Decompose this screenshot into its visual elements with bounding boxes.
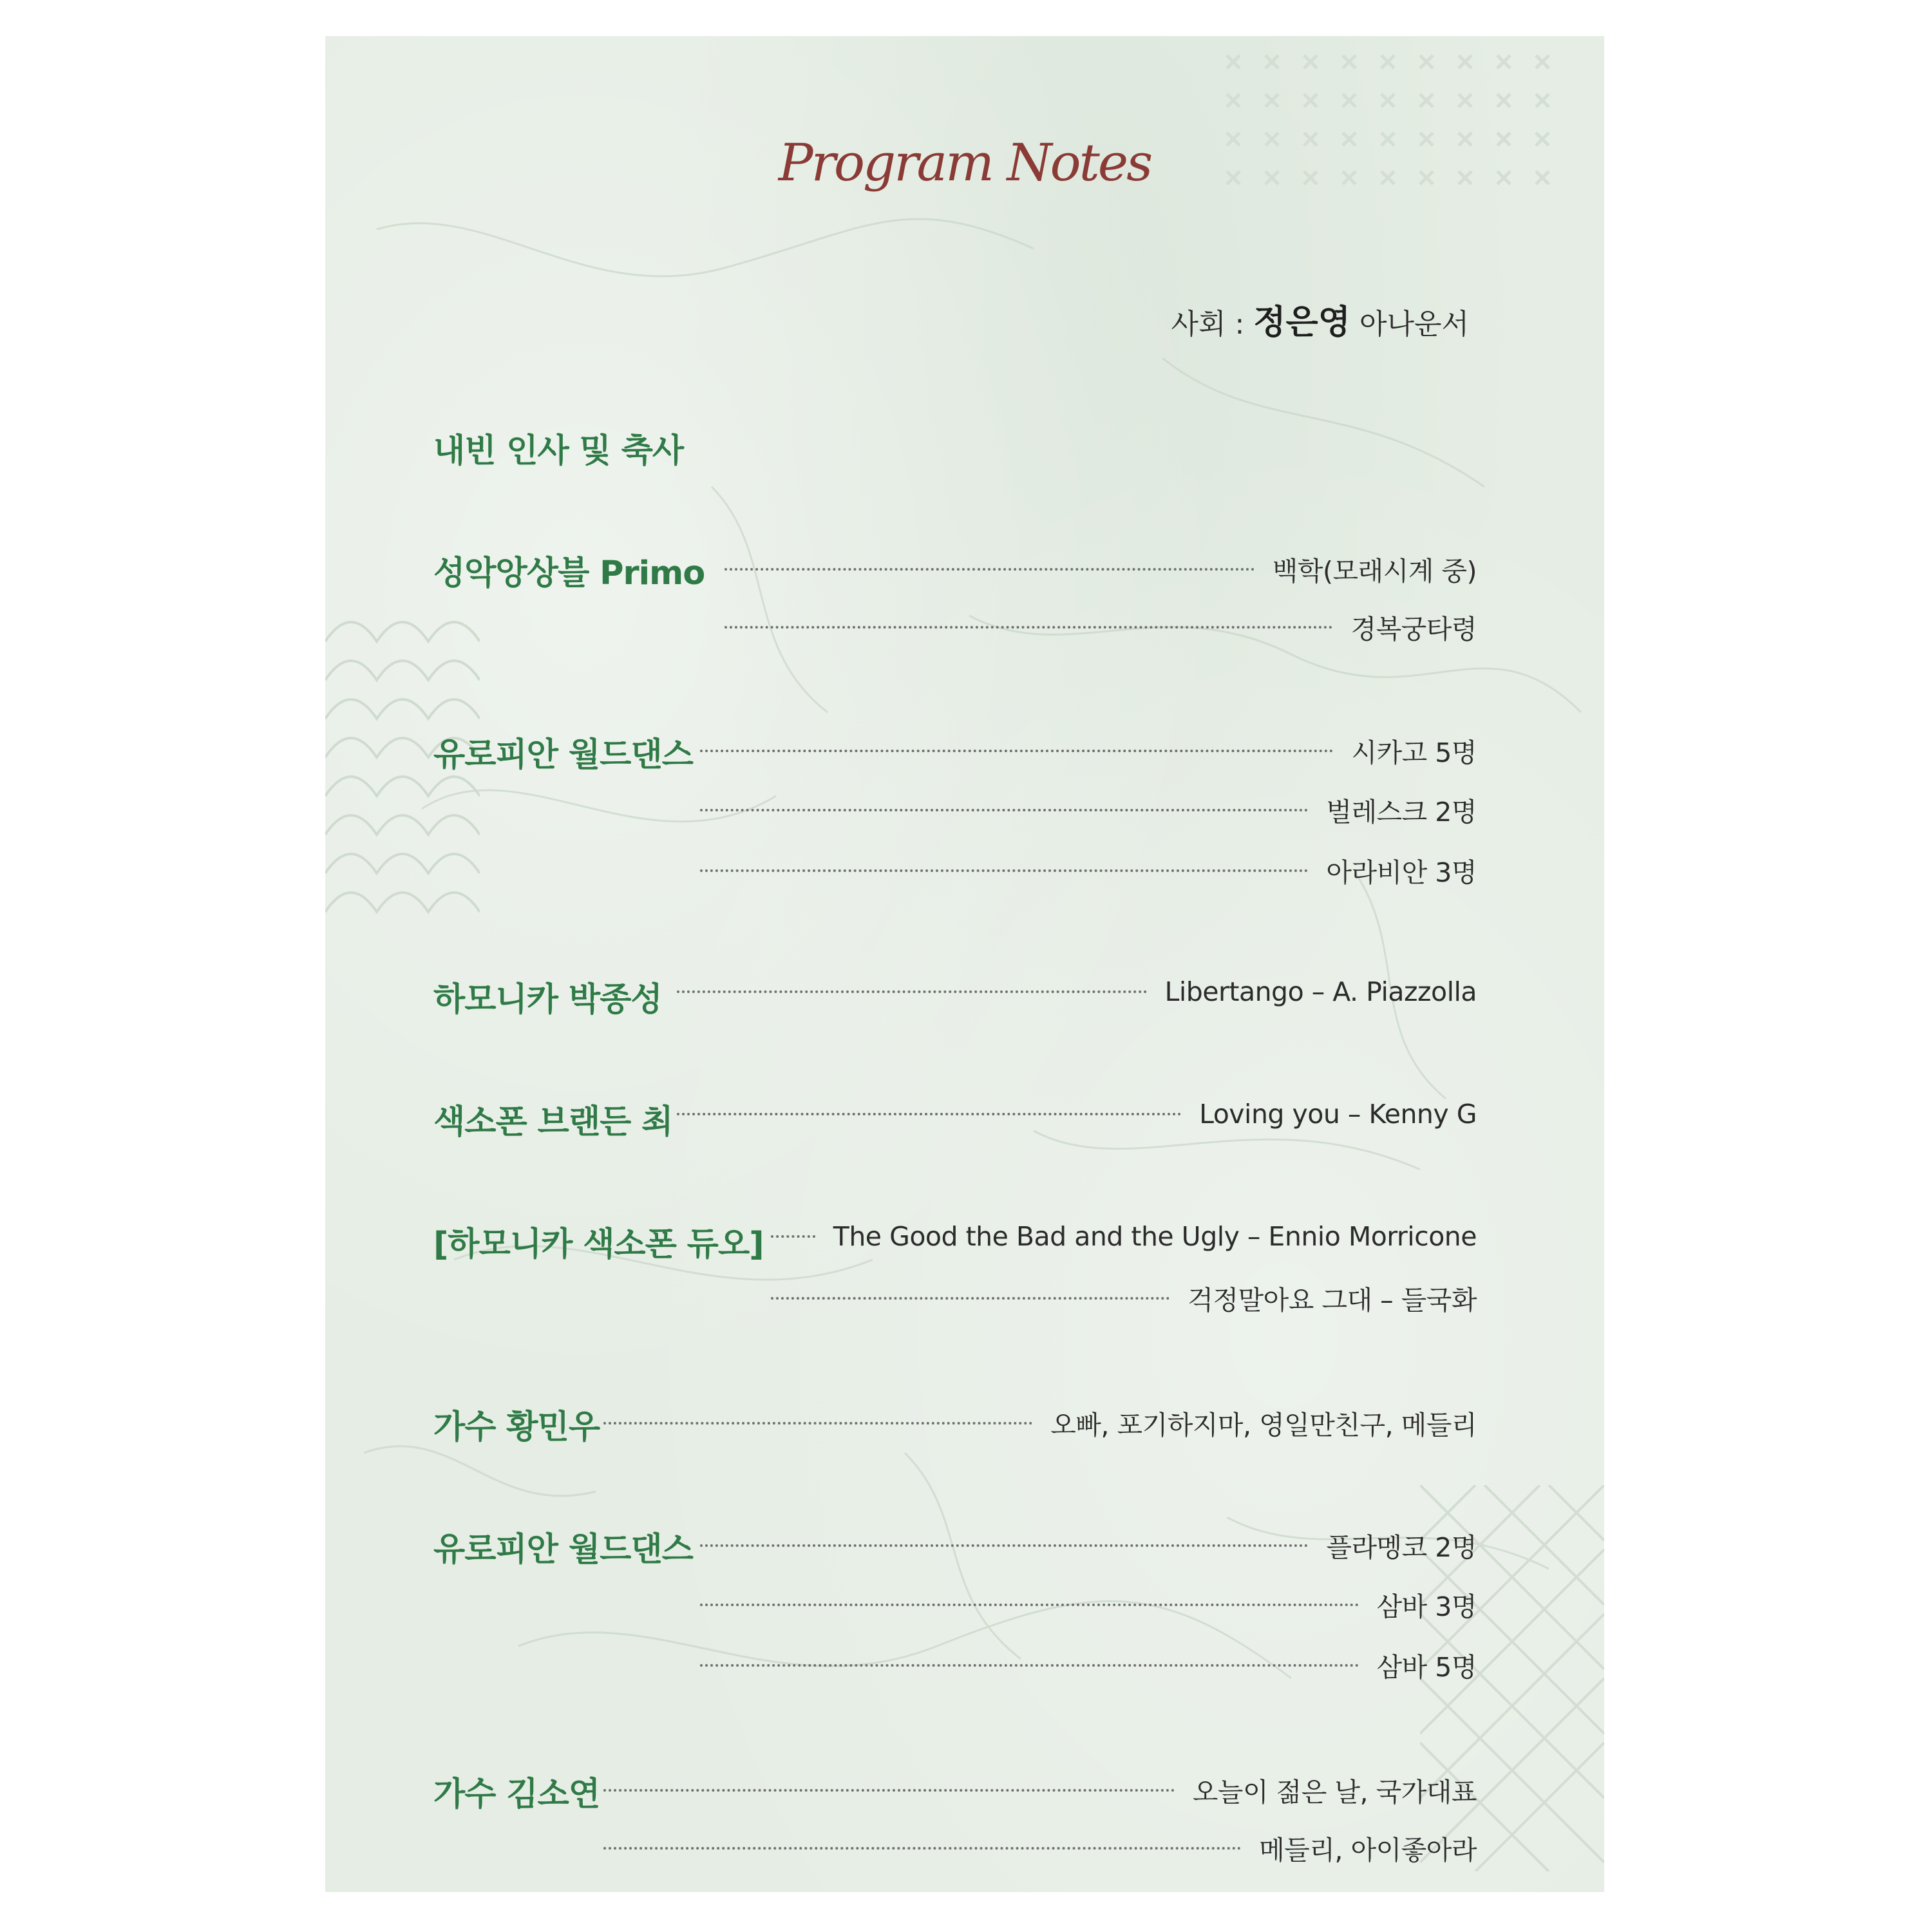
- dot-leader: [700, 1664, 1359, 1667]
- program-line: [700, 851, 1477, 889]
- dot-leader: [603, 1789, 1175, 1792]
- program-line: [603, 1404, 1477, 1442]
- program-line: [603, 1771, 1477, 1809]
- piece-title: 메들리, 아이좋아라: [1259, 1835, 1477, 1866]
- program-line: [700, 1526, 1477, 1564]
- page-title: Program Notes: [778, 133, 1151, 193]
- dot-leader: [771, 1297, 1170, 1300]
- performer-name: 가수 김소연: [433, 1776, 600, 1814]
- performer-name: 유로피안 월드댄스: [433, 736, 693, 774]
- program-line: [677, 976, 1477, 1007]
- dot-leader: [771, 1235, 815, 1238]
- dot-leader: [677, 1113, 1181, 1115]
- dot-leader: [677, 990, 1147, 993]
- piece-title: 백학(모래시계 중): [1272, 556, 1477, 587]
- intro-heading: 내빈 인사 및 축사: [433, 432, 684, 470]
- host-suffix: 아나운서: [1350, 308, 1469, 341]
- dot-leader: [603, 1422, 1032, 1425]
- dot-leader: [700, 1604, 1359, 1606]
- piece-title: 삼바 3명: [1376, 1591, 1477, 1622]
- wave-pattern-decoration: [325, 603, 480, 963]
- piece-title: The Good the Bad and the Ugly – Ennio Morricone: [833, 1221, 1477, 1252]
- piece-title: 걱정말아요 그대 – 들국화: [1188, 1285, 1477, 1316]
- dot-leader: [700, 750, 1333, 752]
- program-line: [771, 1221, 1477, 1252]
- piece-title: 경복궁타령: [1350, 614, 1477, 645]
- program-line: [724, 550, 1477, 588]
- piece-title: Loving you – Kenny G: [1199, 1099, 1477, 1130]
- dot-leader: [700, 809, 1308, 811]
- program-line: [603, 1829, 1477, 1867]
- piece-title: 삼바 5명: [1376, 1652, 1477, 1683]
- program-sheet: [325, 36, 1604, 1892]
- host-name: 정은영: [1253, 303, 1350, 342]
- performer-name: 하모니카 박종성: [433, 981, 662, 1019]
- program-line: [724, 608, 1477, 646]
- dot-leader: [724, 626, 1332, 629]
- program-line: [677, 1099, 1477, 1130]
- dot-leader: [700, 1544, 1308, 1547]
- program-line: [700, 732, 1477, 770]
- piece-title: 오빠, 포기하지마, 영일만친구, 메들리: [1050, 1410, 1477, 1441]
- piece-title: Libertango – A. Piazzolla: [1164, 976, 1477, 1007]
- performer-name: [하모니카 색소폰 듀오]: [433, 1226, 764, 1264]
- program-line: [700, 1646, 1477, 1684]
- program-line: [700, 1586, 1477, 1624]
- piece-title: 아라비안 3명: [1326, 857, 1477, 888]
- performer-name: 가수 황민우: [433, 1408, 600, 1446]
- dot-leader: [724, 568, 1255, 571]
- program-line: [700, 791, 1477, 829]
- dot-leader: [700, 869, 1308, 872]
- piece-title: 플라멩코 2명: [1326, 1532, 1477, 1563]
- program-line: [771, 1279, 1477, 1317]
- piece-title: 오늘이 젊은 날, 국가대표: [1192, 1777, 1477, 1808]
- host-prefix: 사회 :: [1171, 308, 1254, 341]
- performer-name: 성악앙상블 Primo: [433, 554, 705, 592]
- piece-title: 벌레스크 2명: [1326, 797, 1477, 828]
- performer-name: 색소폰 브랜든 최: [433, 1103, 673, 1141]
- piece-title: 시카고 5명: [1351, 737, 1477, 768]
- dot-leader: [603, 1847, 1241, 1850]
- host-credit: [1171, 295, 1469, 343]
- performer-name: 유로피안 월드댄스: [433, 1531, 693, 1569]
